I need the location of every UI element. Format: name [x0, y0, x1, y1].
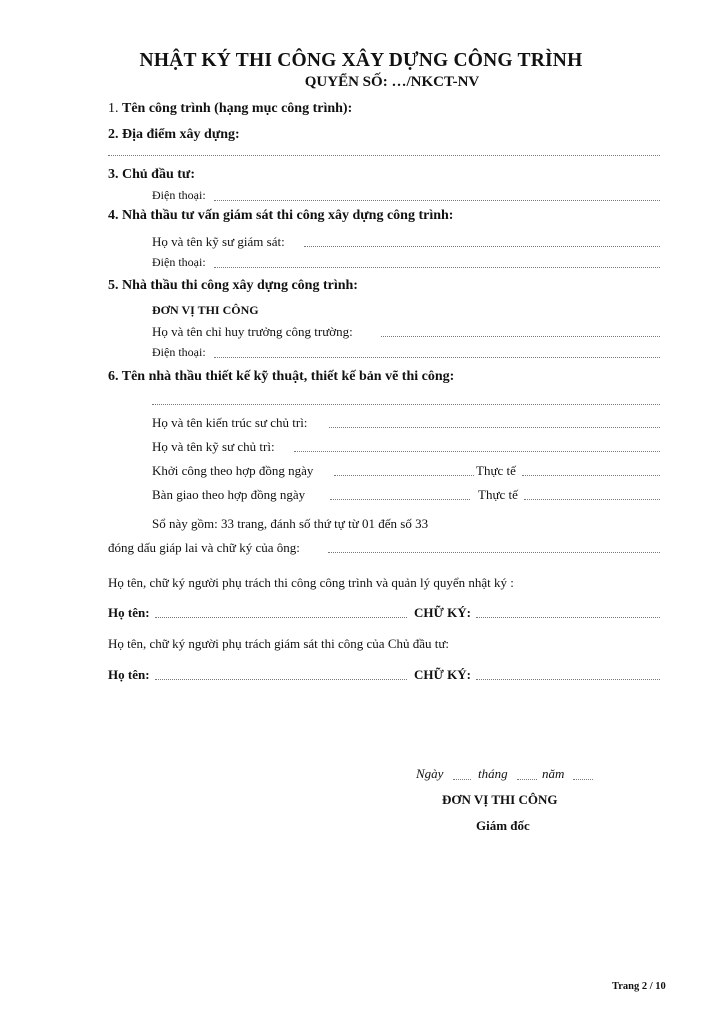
owner-name-line[interactable]	[155, 679, 407, 680]
contractor-signature-label: CHỮ KÝ:	[414, 605, 471, 620]
day-label: Ngày	[416, 766, 444, 781]
start-date-label: Khởi công theo hợp đồng ngày	[152, 463, 314, 478]
owner-phone-label: Điện thoại:	[152, 188, 206, 202]
contractor-phone-line[interactable]	[214, 357, 660, 358]
section-1-label: Tên công trình (hạng mục công trình):	[122, 101, 353, 116]
section-5-label: 5. Nhà thầu thi công xây dựng công trình:	[108, 278, 358, 293]
book-number: QUYỂN SỐ: …/NKCT-NV	[304, 74, 480, 90]
chief-architect-line[interactable]	[329, 427, 660, 428]
supervisor-engineer-label: Họ và tên kỹ sư giám sát:	[152, 234, 285, 249]
page-number: Trang 2 / 10	[612, 981, 666, 992]
pages-note: Sổ này gồm: 33 trang, đánh số thứ tự từ 01 đến số 33	[152, 516, 429, 531]
supervisor-engineer-line[interactable]	[304, 246, 660, 247]
section-2-label: 2. Địa điểm xây dựng:	[108, 127, 240, 142]
owner-name-label: Họ tên:	[108, 667, 150, 682]
owner-sign-intro: Họ tên, chữ ký người phụ trách giám sát thi công của Chủ đầu tư:	[108, 636, 450, 651]
start-date-line[interactable]	[334, 475, 474, 476]
owner-signature-label: CHỮ KÝ:	[414, 667, 471, 682]
site-commander-label: Họ và tên chỉ huy trưởng công trường:	[152, 324, 353, 339]
day-line[interactable]	[453, 779, 471, 780]
month-label: tháng	[478, 766, 508, 781]
signing-role: Giám đốc	[476, 818, 530, 833]
chief-engineer-label: Họ và tên kỹ sư chủ trì:	[152, 439, 275, 454]
handover-date-line[interactable]	[330, 499, 470, 500]
year-line[interactable]	[573, 779, 593, 780]
stamp-note-line[interactable]	[328, 552, 660, 553]
month-line[interactable]	[517, 779, 537, 780]
handover-date-label: Bàn giao theo hợp đồng ngày	[152, 487, 306, 502]
owner-signature-line[interactable]	[476, 679, 660, 680]
section-6-label: 6. Tên nhà thầu thiết kế kỹ thuật, thiết kế bản vẽ thi công:	[108, 369, 455, 384]
address-line[interactable]	[108, 155, 660, 156]
site-commander-line[interactable]	[381, 336, 660, 337]
chief-engineer-line[interactable]	[294, 451, 660, 452]
handover-actual-label: Thực tế	[478, 487, 518, 502]
supervisor-phone-label: Điện thoại:	[152, 255, 206, 269]
section-3-label: 3. Chủ đầu tư:	[108, 167, 195, 182]
start-actual-line[interactable]	[522, 475, 660, 476]
contractor-name-line[interactable]	[155, 617, 407, 618]
contractor-signature-line[interactable]	[476, 617, 660, 618]
owner-phone-line[interactable]	[214, 200, 660, 201]
supervisor-phone-line[interactable]	[214, 267, 660, 268]
year-label: năm	[542, 766, 565, 781]
designer-name-line[interactable]	[152, 404, 660, 405]
signing-unit: ĐƠN VỊ THI CÔNG	[442, 792, 558, 807]
construction-unit-name: ĐƠN VỊ THI CÔNG	[152, 303, 259, 317]
contractor-phone-label: Điện thoại:	[152, 345, 206, 359]
contractor-sign-intro: Họ tên, chữ ký người phụ trách thi công công trình và quản lý quyển nhật ký :	[108, 575, 514, 590]
handover-actual-line[interactable]	[524, 499, 660, 500]
contractor-name-label: Họ tên:	[108, 605, 150, 620]
section-1-number: 1.	[108, 101, 119, 116]
start-actual-label: Thực tế	[476, 463, 516, 478]
section-1	[108, 101, 352, 117]
stamp-note: đóng dấu giáp lai và chữ ký của ông:	[108, 540, 300, 555]
document-title: NHẬT KÝ THI CÔNG XÂY DỰNG CÔNG TRÌNH	[139, 50, 583, 71]
section-4-label: 4. Nhà thầu tư vấn giám sát thi công xây dựng công trình:	[108, 208, 454, 223]
chief-architect-label: Họ và tên kiến trúc sư chủ trì:	[152, 415, 308, 430]
